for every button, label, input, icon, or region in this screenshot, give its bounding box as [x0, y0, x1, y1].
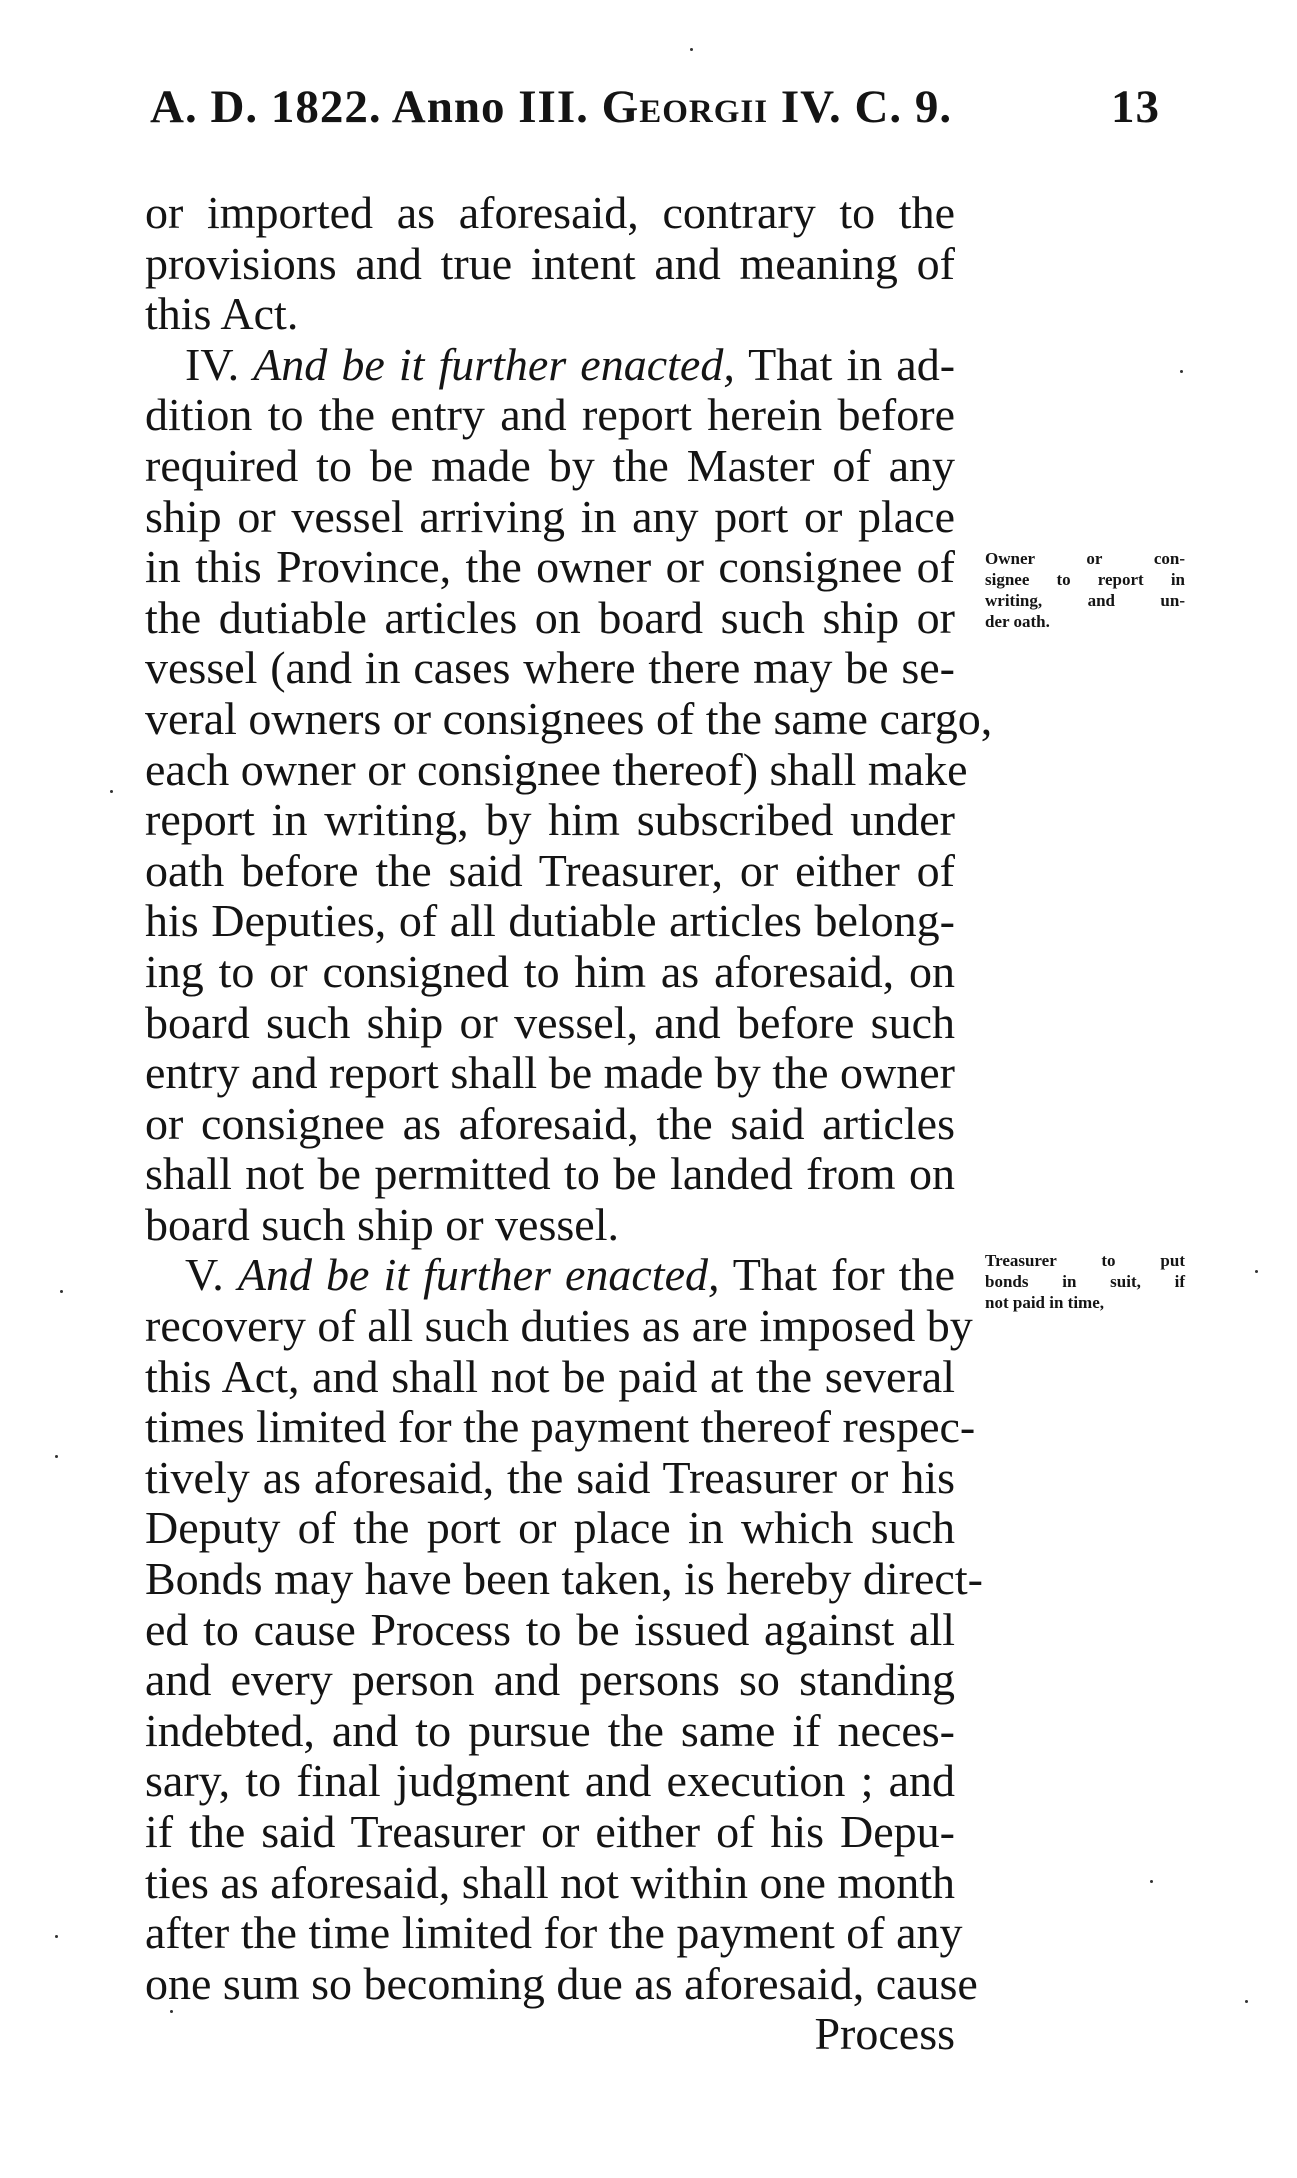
note-line: Owner or con- — [985, 549, 1185, 568]
note-line: bonds in suit, if — [985, 1272, 1185, 1291]
enacting-words: And be it further enacted, — [237, 1249, 720, 1301]
text-line: oath before the said Treasurer, or either of — [145, 844, 955, 896]
text-line: one sum so becoming due as aforesaid, cause — [145, 1957, 978, 2009]
text-line: his Deputies, of all dutiable articles belong- — [145, 895, 955, 947]
text-line: sary, to final judgment and execution ; and — [145, 1755, 955, 1807]
text-line: ed to cause Process to be issued against all — [145, 1603, 955, 1655]
scan-speck — [170, 2010, 173, 2013]
text-line: recovery of all such duties as are imposed by — [145, 1300, 973, 1352]
text-line: and every person and persons so standing — [145, 1654, 955, 1706]
text-line: vessel (and in cases where there may be se- — [145, 642, 955, 694]
text-line: Deputy of the port or place in which such — [145, 1502, 955, 1554]
text-line: dition to the entry and report herein before — [145, 389, 955, 441]
note-line: writing, and un- — [985, 591, 1185, 610]
scan-speck — [1150, 1880, 1153, 1883]
marginal-note-owner-report — [985, 548, 1185, 632]
section-numeral: IV. — [185, 338, 240, 390]
text-line: tively as aforesaid, the said Treasurer or his — [145, 1451, 955, 1503]
running-header — [150, 68, 1160, 138]
text-line: or consignee as aforesaid, the said articles — [145, 1097, 955, 1149]
text-line: each owner or consignee thereof) shall make — [145, 743, 968, 795]
note-line: signee to report in — [985, 570, 1185, 589]
section-v-opening: V. And be it further enacted, That for the — [185, 1249, 955, 1301]
text-line: times limited for the payment thereof respec- — [145, 1401, 976, 1453]
text-line: ties as aforesaid, shall not within one month — [145, 1856, 955, 1908]
text-line: board such ship or vessel. — [145, 1198, 619, 1250]
body-text — [145, 187, 993, 2060]
scan-speck — [1245, 2000, 1248, 2003]
text-line: board such ship or vessel, and before such — [145, 996, 955, 1048]
text-line: ing to or consigned to him as aforesaid, on — [145, 945, 955, 997]
note-line: der oath. — [985, 612, 1050, 631]
text-line: entry and report shall be made by the owner — [145, 1047, 955, 1099]
text-line: in this Province, the owner or consignee of — [145, 541, 955, 593]
note-line: Treasurer to put — [985, 1251, 1185, 1270]
scan-speck — [1180, 370, 1183, 373]
text-line: the dutiable articles on board such ship or — [145, 591, 955, 643]
scan-speck — [60, 1290, 63, 1293]
text-line: indebted, and to pursue the same if neces- — [145, 1704, 955, 1756]
text-line: this Act, and shall not be paid at the several — [145, 1350, 955, 1402]
section-iv-opening: IV. And be it further enacted, That in ad- — [185, 338, 956, 390]
text-line: veral owners or consignees of the same cargo, — [145, 692, 993, 744]
marginal-note-treasurer-bonds — [985, 1250, 1185, 1313]
note-line: not paid in time, — [985, 1293, 1105, 1312]
text-line: ship or vessel arriving in any port or place — [145, 490, 955, 542]
enacting-words: And be it further enacted, — [253, 338, 735, 390]
scan-speck — [110, 790, 113, 793]
section-numeral: V. — [185, 1249, 224, 1301]
header-title: A. D. 1822. Anno III. Georgii IV. C. 9. — [150, 81, 953, 133]
scan-speck — [55, 1935, 58, 1938]
scan-speck — [1255, 1270, 1258, 1273]
text-line: provisions and true intent and meaning of — [145, 237, 955, 289]
text-line: report in writing, by him subscribed under — [145, 794, 955, 846]
scan-speck — [690, 48, 693, 51]
text-line: this Act. — [145, 288, 299, 340]
page-number: 13 — [1111, 81, 1160, 133]
text-line: shall not be permitted to be landed from on — [145, 1148, 955, 1200]
text-line: required to be made by the Master of any — [145, 439, 955, 491]
scan-speck — [55, 1455, 58, 1458]
text-line: if the said Treasurer or either of his Depu- — [145, 1806, 955, 1857]
text-line: Bonds may have been taken, is hereby direct- — [145, 1553, 983, 1605]
catchword: Process — [814, 2008, 955, 2060]
text-line: or imported as aforesaid, contrary to the — [145, 187, 955, 238]
text-line: after the time limited for the payment of any — [145, 1907, 963, 1959]
